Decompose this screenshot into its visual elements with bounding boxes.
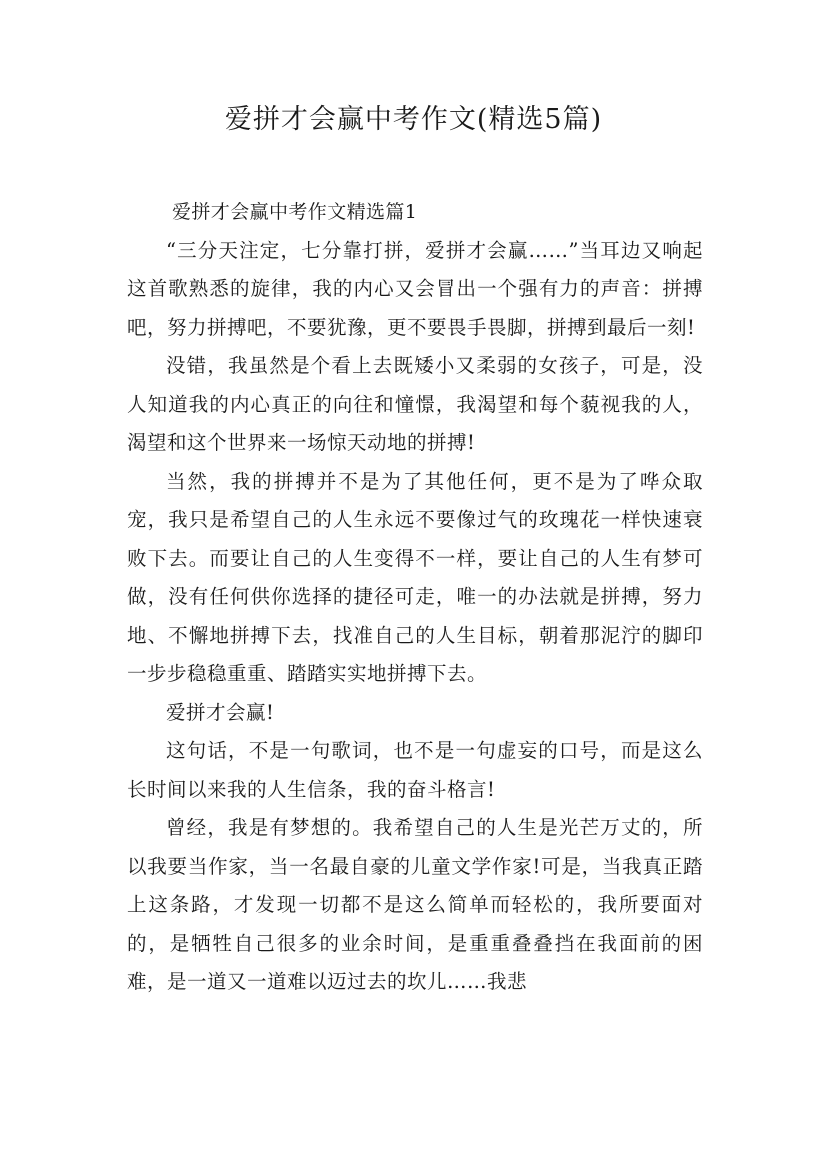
paragraph: 这句话，不是一句歌词，也不是一句虚妄的口号，而是这么长时间以来我的人生信条，我的奋斗格言! (127, 739, 703, 801)
paragraph: 当然，我的拼搏并不是为了其他任何，更不是为了哗众取宠，我只是希望自己的人生永远不要像过气的玫瑰花一样快速衰败下去。而要让自己的人生变得不一样，要让自己的人生有梦可做，没有任何供你选择的捷径可走，唯一的办法就是拼搏，努力地、不懈地拼搏下去，找准自己的人生目标，朝着那泥泞的脚印一步步稳稳重重、踏踏实实地拼搏下去。 (127, 469, 703, 685)
paragraph: 曾经，我是有梦想的。我希望自己的人生是光芒万丈的，所以我要当作家，当一名最自豪的儿童文学作家!可是，当我真正踏上这条路，才发现一切都不是这么简单而轻松的，我所要面对的，是牺牲自己很多的业余时间，是重重叠叠挡在我面前的困难，是一道又一道难以迈过去的坎儿……我悲 (127, 816, 703, 993)
paragraph: 没错，我虽然是个看上去既矮小又柔弱的女孩子，可是，没人知道我的内心真正的向往和憧憬，我渴望和每个藐视我的人，渴望和这个世界来一场惊天动地的拼搏! (127, 354, 703, 454)
section-heading: 爱拼才会赢中考作文精选篇1 (172, 201, 418, 223)
paragraph: “三分天注定，七分靠打拼，爱拼才会赢……”当耳边又响起这首歌熟悉的旋律，我的内心又会冒出一个强有力的声音：拼搏吧，努力拼搏吧，不要犹豫，更不要畏手畏脚，拼搏到最后一刻! (127, 238, 703, 339)
paragraph: 爱拼才会赢! (166, 700, 275, 724)
document-title: 爱拼才会赢中考作文(精选5篇) (224, 104, 603, 135)
document-body (127, 193, 703, 1002)
